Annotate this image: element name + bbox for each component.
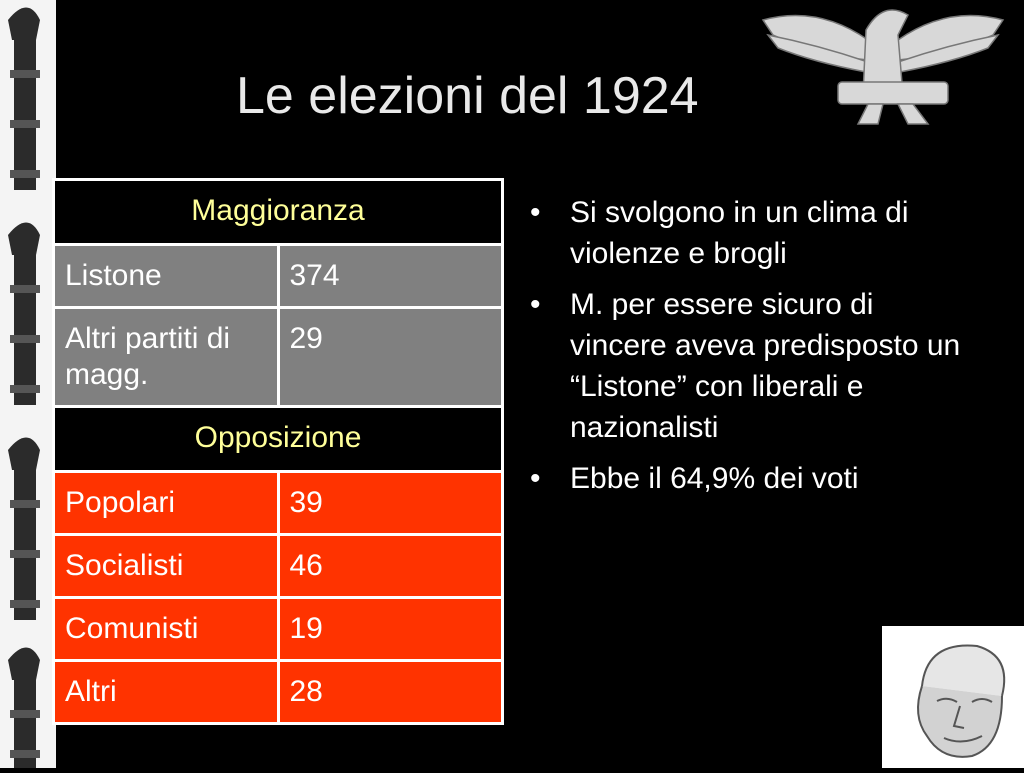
party-cell: Socialisti xyxy=(54,535,279,598)
bullet-icon: • xyxy=(530,288,541,321)
seats-cell: 29 xyxy=(278,308,503,407)
slide-title: Le elezioni del 1924 xyxy=(236,67,699,125)
eagle-icon xyxy=(758,0,1008,128)
party-cell: Comunisti xyxy=(54,598,279,661)
seats-cell: 28 xyxy=(278,661,503,724)
table-row xyxy=(54,308,503,407)
majority-header-row xyxy=(54,180,503,245)
eagle-emblem-image xyxy=(758,0,1008,128)
portrait-caricature-image xyxy=(882,626,1024,768)
table-row xyxy=(54,535,503,598)
majority-header: Maggioranza xyxy=(54,180,503,245)
party-cell: Altri xyxy=(54,661,279,724)
list-item xyxy=(530,284,970,448)
seats-cell: 374 xyxy=(278,245,503,308)
election-results-table xyxy=(52,178,504,725)
party-cell: Altri partiti di magg. xyxy=(54,308,279,407)
bullet-icon: • xyxy=(530,462,541,495)
table-row xyxy=(54,245,503,308)
bullet-list xyxy=(530,192,970,509)
bullet-text: M. per essere sicuro di vincere aveva predisposto un “Listone” con liberali e nazionalisti xyxy=(570,288,961,444)
party-cell: Popolari xyxy=(54,472,279,535)
bullet-text: Si svolgono in un clima di violenze e brogli xyxy=(570,196,909,270)
seats-cell: 39 xyxy=(278,472,503,535)
fasces-icon xyxy=(0,0,56,768)
table-row xyxy=(54,472,503,535)
bullet-icon: • xyxy=(530,196,541,229)
fasces-border-image xyxy=(0,0,56,768)
seats-cell: 19 xyxy=(278,598,503,661)
table-row xyxy=(54,661,503,724)
portrait-icon xyxy=(882,626,1024,768)
table-row xyxy=(54,598,503,661)
opposition-header: Opposizione xyxy=(54,407,503,472)
bullet-text: Ebbe il 64,9% dei voti xyxy=(570,462,859,495)
opposition-header-row xyxy=(54,407,503,472)
seats-cell: 46 xyxy=(278,535,503,598)
list-item xyxy=(530,192,970,274)
list-item xyxy=(530,458,970,499)
party-cell: Listone xyxy=(54,245,279,308)
